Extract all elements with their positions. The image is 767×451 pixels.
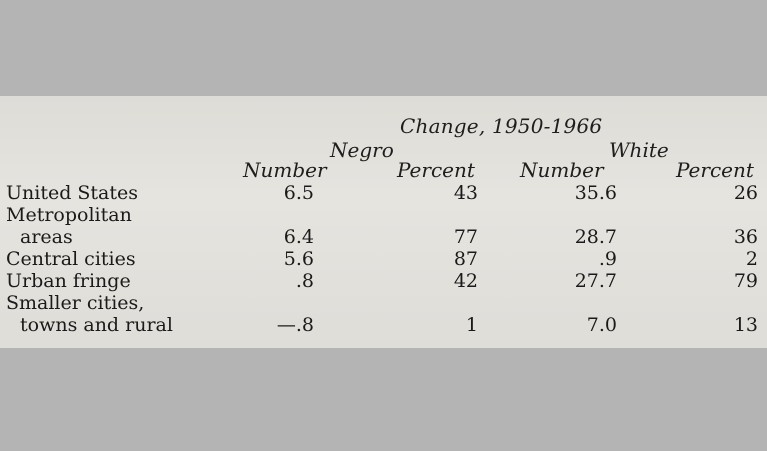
cell-white-percent: 36 — [733, 226, 758, 248]
row-label: Central cities — [6, 248, 136, 270]
data-table — [6, 182, 758, 338]
cell-negro-percent: 1 — [465, 314, 478, 336]
cell-negro-number: 6.4 — [283, 226, 314, 248]
table-row — [6, 182, 758, 204]
cell-white-percent: 26 — [733, 182, 758, 204]
cell-white-number — [478, 204, 617, 226]
row-label: areas — [20, 226, 73, 248]
cell-white-number: .9 — [598, 248, 617, 270]
row-label: towns and rural — [20, 314, 173, 336]
row-label: Metropolitan — [6, 204, 132, 226]
table-title: Change, 1950-1966 — [400, 114, 603, 138]
cell-white-percent: 2 — [745, 248, 758, 270]
column-header-negro-percent: Percent — [397, 158, 475, 182]
table-row — [6, 292, 758, 314]
scanned-page — [0, 96, 767, 348]
cell-negro-percent — [314, 292, 478, 314]
cell-white-percent — [617, 204, 758, 226]
cell-white-percent — [617, 292, 758, 314]
group-header-white: White — [609, 138, 669, 162]
row-label: Urban fringe — [6, 270, 131, 292]
cell-white-number: 28.7 — [574, 226, 617, 248]
column-header-white-percent: Percent — [676, 158, 754, 182]
cell-white-percent: 79 — [733, 270, 758, 292]
cell-negro-percent: 87 — [453, 248, 478, 270]
column-header-negro-number: Number — [243, 158, 327, 182]
cell-white-percent: 13 — [733, 314, 758, 336]
row-label: United States — [6, 182, 139, 204]
row-label: Smaller cities, — [6, 292, 145, 314]
cell-negro-percent — [314, 204, 478, 226]
cell-negro-percent: 43 — [453, 182, 478, 204]
cell-negro-percent: 42 — [453, 270, 478, 292]
cell-negro-percent: 77 — [453, 226, 478, 248]
cell-negro-number — [220, 204, 314, 226]
cell-white-number: 35.6 — [574, 182, 617, 204]
cell-negro-number: —.8 — [276, 314, 314, 336]
cell-negro-number: 6.5 — [283, 182, 314, 204]
cell-negro-number: .8 — [295, 270, 314, 292]
cell-negro-number: 5.6 — [283, 248, 314, 270]
table-row — [6, 270, 758, 292]
table-row — [6, 314, 758, 338]
cell-white-number — [478, 292, 617, 314]
group-header-negro: Negro — [330, 138, 394, 162]
cell-white-number: 7.0 — [586, 314, 617, 336]
table-row — [6, 204, 758, 226]
cell-white-number: 27.7 — [574, 270, 617, 292]
table-row — [6, 226, 758, 248]
column-header-white-number: Number — [520, 158, 604, 182]
cell-negro-number — [220, 292, 314, 314]
table-row — [6, 248, 758, 270]
